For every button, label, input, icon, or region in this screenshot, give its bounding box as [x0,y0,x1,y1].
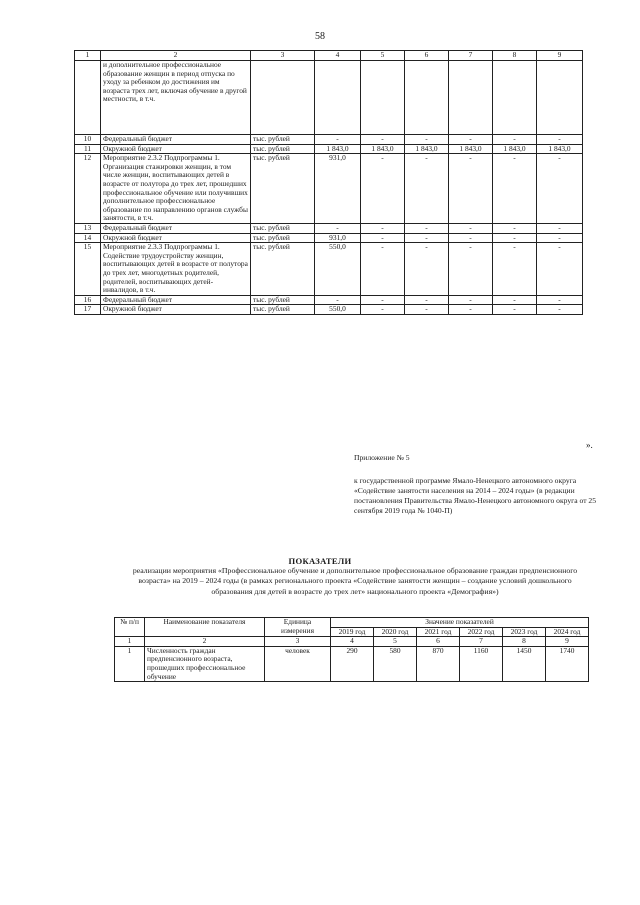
value-cell: - [449,295,493,305]
header-cell: 4 [331,637,374,647]
funding-table [74,50,583,315]
value-cell: - [493,305,537,315]
row-unit: тыс. рублей [251,305,315,315]
table-row [115,646,589,681]
value-cell: - [537,243,583,296]
row-unit: тыс. рублей [251,144,315,154]
row-name: Федеральный бюджет [101,135,251,145]
value-cell: - [449,223,493,233]
header-year: 2023 год [503,627,546,637]
header-cell: 2 [101,51,251,61]
value-cell: 931,0 [315,154,361,224]
header-number: № п/п [115,618,145,637]
indicators-table [114,617,589,682]
header-row [115,618,589,628]
value-cell: - [405,295,449,305]
value-cell: - [405,223,449,233]
header-unit: Единица измерения [265,618,331,637]
row-name: Окружной бюджет [101,144,251,154]
row-unit: тыс. рублей [251,233,315,243]
value-cell: - [361,305,405,315]
appendix-reference: к государственной программе Ямало-Ненецкого автономного округа «Содействие занятости населения на 2014 – 2024 годы» (в редакции постановления Правительства Ямало-Ненецкого автономного округа от 25 сентября 2019 года № 1040-П) [354,476,597,515]
row-name: Федеральный бюджет [101,295,251,305]
row-name: Окружной бюджет [101,233,251,243]
value-cell: 1 843,0 [361,144,405,154]
value-cell: 1160 [460,646,503,681]
header-cell: 8 [493,51,537,61]
table-row [75,243,583,296]
value-cell: 870 [417,646,460,681]
header-cell: 1 [115,637,145,647]
value-cell: - [493,295,537,305]
value-cell: - [361,295,405,305]
value-cell: - [537,233,583,243]
value-cell: 550,0 [315,305,361,315]
row-unit: тыс. рублей [251,154,315,224]
table-row [75,223,583,233]
closing-quote: ». [586,440,593,450]
header-cell: 5 [361,51,405,61]
row-unit: тыс. рублей [251,135,315,145]
header-values: Значение показателей [331,618,589,628]
row-name: Федеральный бюджет [101,223,251,233]
value-cell: - [361,243,405,296]
row-number: 10 [75,135,101,145]
header-cell: 1 [75,51,101,61]
header-cell: 3 [265,637,331,647]
value-cell: - [361,223,405,233]
row-number: 12 [75,154,101,224]
header-year: 2024 год [546,627,589,637]
row-name: Численность граждан предпенсионного возраста, прошедших профессиональное обучение [145,646,265,681]
value-cell: 1 843,0 [537,144,583,154]
row-name: Мероприятие 2.3.2 Подпрограммы 1. Организация стажировки женщин, в том числе женщин, воспитывающих детей в возрасте от полутора до трех лет, прошедших профессиональное обучение или получивших дополнительное профессиональное образование по направлению органов службы занятости, в т.ч. [101,154,251,224]
value-cell: 580 [374,646,417,681]
value-cell: - [361,154,405,224]
value-cell: - [405,243,449,296]
value-cell: - [449,243,493,296]
value-cell: - [449,154,493,224]
row-number: 13 [75,223,101,233]
header-year: 2019 год [331,627,374,637]
appendix-title: Приложение № 5 [354,453,410,462]
row-unit: тыс. рублей [251,223,315,233]
column-number-row [115,637,589,647]
value-cell: - [405,233,449,243]
value-cell: - [537,135,583,145]
value-cell: 1 843,0 [405,144,449,154]
header-year: 2022 год [460,627,503,637]
row-number: 11 [75,144,101,154]
header-cell: 4 [315,51,361,61]
row-number: 17 [75,305,101,315]
header-indicator-name: Наименование показателя [145,618,265,637]
value-cell: - [361,135,405,145]
value-cell: - [405,305,449,315]
value-cell: - [493,243,537,296]
section-title: ПОКАЗАТЕЛИ [288,556,352,566]
value-cell: - [537,295,583,305]
value-cell: - [405,135,449,145]
row-number: 1 [115,646,145,681]
row-number: 16 [75,295,101,305]
value-cell: - [315,223,361,233]
column-number-row [75,51,583,61]
table-row [75,154,583,224]
header-cell: 8 [503,637,546,647]
table-row [75,61,583,135]
value-cell: - [493,233,537,243]
value-cell: - [493,135,537,145]
header-cell: 6 [417,637,460,647]
header-cell: 7 [460,637,503,647]
page-number: 58 [315,31,325,42]
value-cell: - [315,135,361,145]
row-unit: тыс. рублей [251,295,315,305]
header-cell: 5 [374,637,417,647]
value-cell: 550,0 [315,243,361,296]
table-row [75,305,583,315]
header-cell: 9 [546,637,589,647]
value-cell: 1 843,0 [449,144,493,154]
value-cell: - [537,305,583,315]
value-cell: 1740 [546,646,589,681]
row-number: 15 [75,243,101,296]
table-row [75,135,583,145]
value-cell: - [537,154,583,224]
value-cell: - [361,233,405,243]
header-year: 2020 год [374,627,417,637]
header-cell: 3 [251,51,315,61]
value-cell: 1 843,0 [493,144,537,154]
value-cell: 931,0 [315,233,361,243]
value-cell: - [405,154,449,224]
row-name: Окружной бюджет [101,305,251,315]
value-cell: - [449,233,493,243]
row-unit: тыс. рублей [251,243,315,296]
value-cell: - [449,135,493,145]
value-cell: 1 843,0 [315,144,361,154]
value-cell: - [537,223,583,233]
section-description: реализации мероприятия «Профессиональное обучение и дополнительное профессиональное образование граждан предпенсионного возраста» на 2019 – 2024 годы (в рамках регионального проекта «Содействие занятости женщин – создание условий дошкольного образования для детей в возрасте до трех лет» национального проекта «Демография») [132,566,578,596]
value-cell: - [315,295,361,305]
value-cell: - [493,223,537,233]
header-cell: 9 [537,51,583,61]
value-cell: 290 [331,646,374,681]
row-name: Мероприятие 2.3.3 Подпрограммы 1. Содействие трудоустройству женщин, воспитывающих детей в возрасте от полутора до трех лет, многодетных родителей, родителей, воспитывающих детей-инвалидов, в т.ч. [101,243,251,296]
header-cell: 2 [145,637,265,647]
header-cell: 7 [449,51,493,61]
row-name: и дополнительное профессиональное образование женщин в период отпуска по уходу за ребенком до достижения им возраста трех лет, включая обучение в другой местности, в т.ч. [101,61,251,135]
value-cell: 1450 [503,646,546,681]
row-unit: человек [265,646,331,681]
value-cell: - [449,305,493,315]
header-cell: 6 [405,51,449,61]
value-cell: - [493,154,537,224]
header-year: 2021 год [417,627,460,637]
row-number: 14 [75,233,101,243]
